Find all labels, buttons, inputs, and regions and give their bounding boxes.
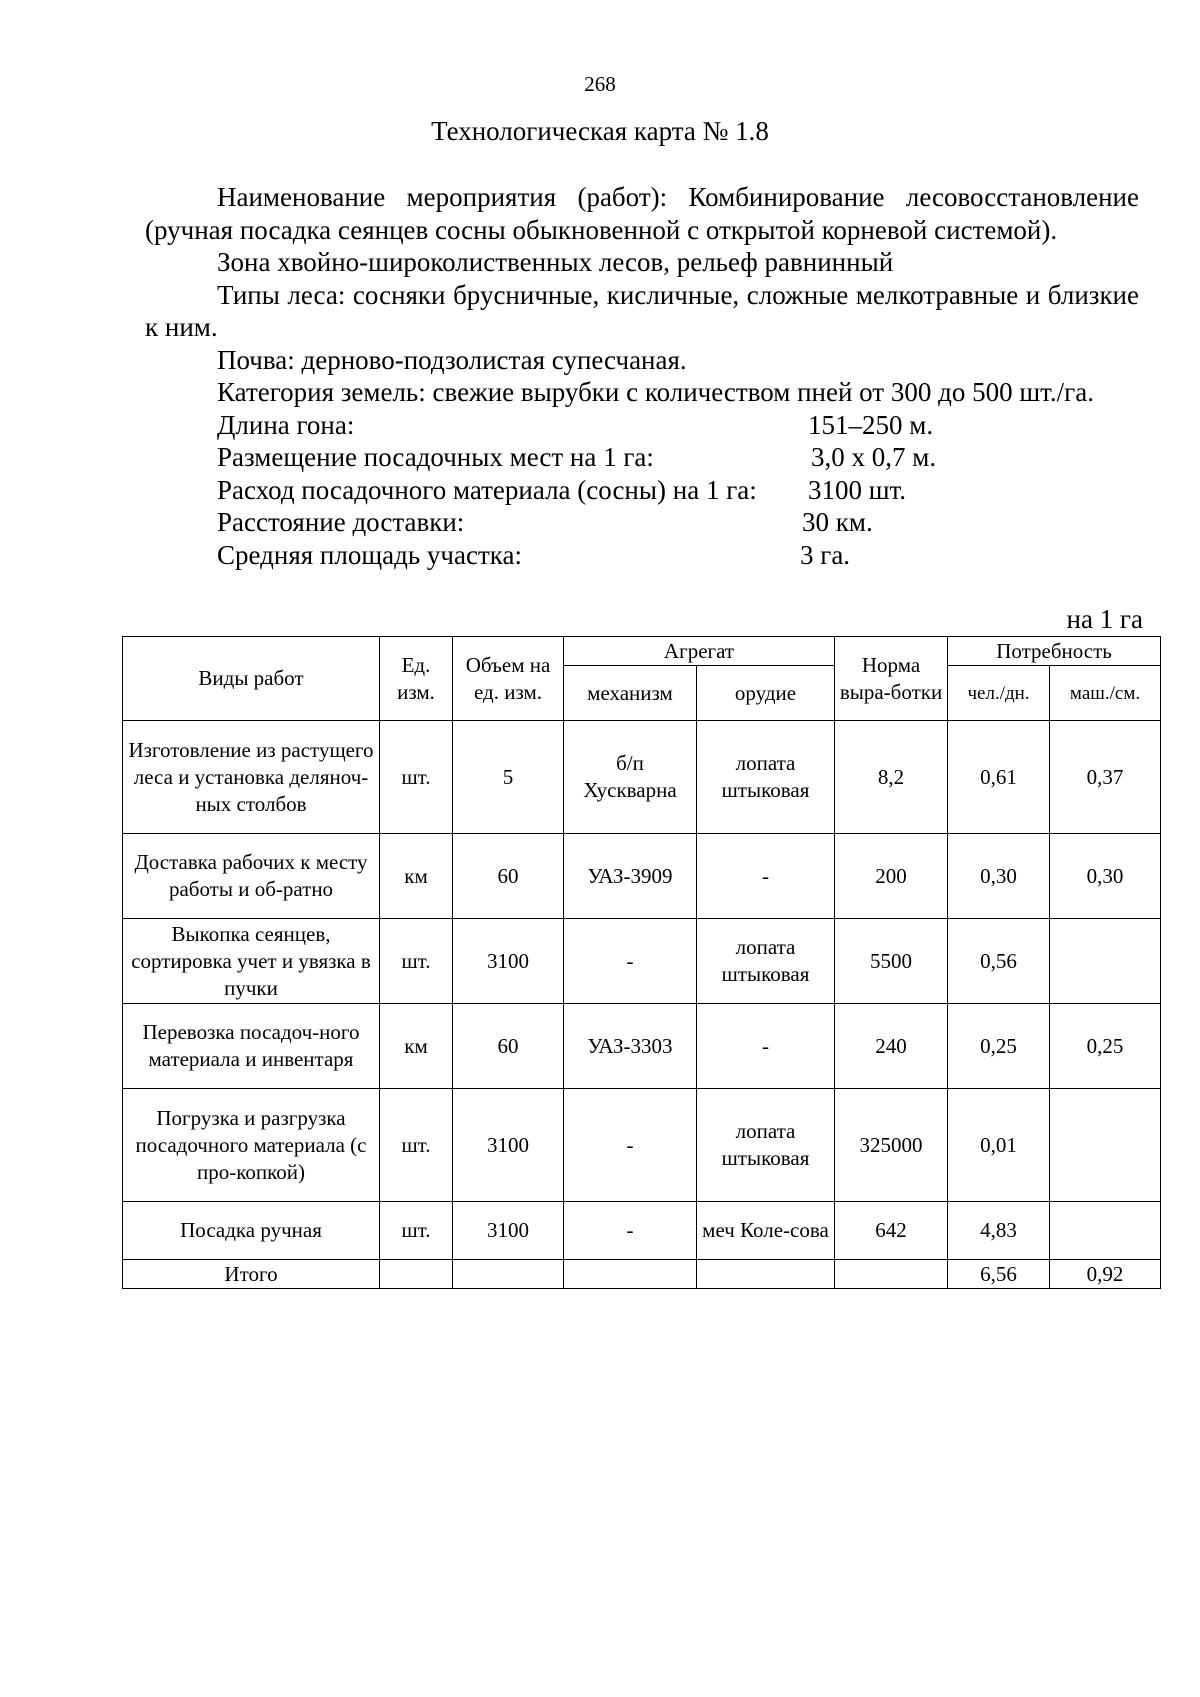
cell-tool: лопата штыковая [697, 721, 835, 834]
paragraph-soil: Почва: дерново-подзолистая супесчаная. [217, 344, 687, 375]
header-work: Виды работ [123, 637, 380, 721]
param-value: 30 км. [802, 507, 873, 537]
cell-norm: 5500 [835, 919, 948, 1004]
cell-norm: 8,2 [835, 721, 948, 834]
cell-tool: - [697, 1004, 835, 1089]
cell-norm: 642 [835, 1202, 948, 1260]
table-row [123, 1202, 1161, 1260]
cell-person-days: 0,01 [948, 1089, 1050, 1202]
cell-empty [697, 1260, 835, 1289]
cell-machine-shifts: 0,37 [1050, 721, 1161, 834]
param-material-consumption [145, 474, 1139, 507]
header-need: Потребность [948, 637, 1161, 666]
header-tool: орудие [697, 666, 835, 721]
table-row [123, 834, 1161, 919]
param-value: 3100 шт. [808, 474, 907, 505]
cell-empty [453, 1260, 564, 1289]
param-planting-spacing [145, 441, 1139, 474]
cell-mechanism: - [564, 919, 697, 1004]
per-unit-note: на 1 га [1066, 604, 1143, 634]
works-table [122, 636, 1161, 1289]
cell-person-days: 0,30 [948, 834, 1050, 919]
cell-volume: 3100 [453, 1202, 564, 1260]
param-value: 3,0 х 0,7 м. [811, 442, 937, 472]
cell-unit: шт. [380, 1202, 453, 1260]
cell-unit: шт. [380, 1089, 453, 1202]
cell-work: Посадка ручная [123, 1202, 380, 1260]
cell-unit: км [380, 1004, 453, 1089]
cell-mechanism: УАЗ-3909 [564, 834, 697, 919]
param-label: Размещение посадочных мест на 1 га: [217, 442, 654, 472]
cell-tool: лопата штыковая [697, 919, 835, 1004]
cell-person-days: 0,25 [948, 1004, 1050, 1089]
cell-work: Выкопка сеянцев, сортировка учет и увязка в пучки [123, 919, 380, 1004]
cell-volume: 3100 [453, 1089, 564, 1202]
cell-mechanism: - [564, 1202, 697, 1260]
param-label: Длина гона: [217, 409, 355, 440]
cell-tool: меч Коле-сова [697, 1202, 835, 1260]
param-label: Расстояние доставки: [217, 507, 465, 537]
cell-machine-shifts: 0,30 [1050, 834, 1161, 919]
cell-empty [380, 1260, 453, 1289]
cell-person-days: 0,61 [948, 721, 1050, 834]
param-label: Расход посадочного материала (сосны) на 1 га: [217, 474, 757, 505]
header-mechanism: механизм [564, 666, 697, 721]
cell-work: Перевозка посадоч-ного материала и инвентаря [123, 1004, 380, 1089]
cell-machine-shifts [1050, 919, 1161, 1004]
cell-mechanism: - [564, 1089, 697, 1202]
cell-person-days: 0,56 [948, 919, 1050, 1004]
cell-work: Изготовление из растущего леса и установка деляноч-ных столбов [123, 721, 380, 834]
cell-total-machine-shifts: 0,92 [1050, 1260, 1161, 1289]
header-machine-shifts: маш./см. [1050, 666, 1161, 721]
cell-norm: 200 [835, 834, 948, 919]
cell-volume: 5 [453, 721, 564, 834]
cell-total-person-days: 6,56 [948, 1260, 1050, 1289]
table-row [123, 919, 1161, 1004]
cell-unit: км [380, 834, 453, 919]
cell-unit: шт. [380, 919, 453, 1004]
cell-machine-shifts [1050, 1089, 1161, 1202]
total-row [123, 1260, 1161, 1289]
table-row [123, 1089, 1161, 1202]
cell-machine-shifts: 0,25 [1050, 1004, 1161, 1089]
header-volume: Объем на ед. изм. [453, 637, 564, 721]
header-unit: Ед. изм. [380, 637, 453, 721]
page-number: 268 [584, 72, 616, 96]
cell-norm: 325000 [835, 1089, 948, 1202]
cell-person-days: 4,83 [948, 1202, 1050, 1260]
param-run-length [145, 409, 1139, 442]
cell-empty [835, 1260, 948, 1289]
paragraph-land-category: Категория земель: свежие вырубки с количеством пней от 300 до 500 шт./га. [217, 377, 1094, 407]
param-average-area [145, 539, 1139, 572]
cell-volume: 60 [453, 1004, 564, 1089]
cell-work: Погрузка и разгрузка посадочного материала (с про-копкой) [123, 1089, 380, 1202]
paragraph-forest-types: Типы леса: сосняки брусничные, кисличные, сложные мелкотравные и близкие к ним. [145, 279, 1139, 342]
cell-volume: 60 [453, 834, 564, 919]
paragraph-activity: Наименование мероприятия (работ): Комбинирование лесовосстановление (ручная посадка сеянцев сосны обыкновенной с открытой корневой системой). [145, 182, 1139, 245]
table-row [123, 1004, 1161, 1089]
page-title: Технологическая карта № 1.8 [431, 116, 769, 146]
param-value: 151–250 м. [808, 409, 934, 440]
param-label: Средняя площадь участка: [217, 539, 522, 570]
cell-total-label: Итого [123, 1260, 380, 1289]
cell-unit: шт. [380, 721, 453, 834]
cell-tool: - [697, 834, 835, 919]
header-person-days: чел./дн. [948, 666, 1050, 721]
param-value: 3 га. [800, 539, 851, 570]
cell-mechanism: УАЗ-3303 [564, 1004, 697, 1089]
param-delivery-distance [145, 506, 1139, 539]
cell-volume: 3100 [453, 919, 564, 1004]
cell-tool: лопата штыковая [697, 1089, 835, 1202]
header-norm: Норма выра-ботки [835, 637, 948, 721]
cell-mechanism: б/п Хускварна [564, 721, 697, 834]
cell-machine-shifts [1050, 1202, 1161, 1260]
header-aggregate: Агрегат [564, 637, 835, 666]
table-row [123, 721, 1161, 834]
cell-norm: 240 [835, 1004, 948, 1089]
cell-work: Доставка рабочих к месту работы и об-ратно [123, 834, 380, 919]
cell-empty [564, 1260, 697, 1289]
paragraph-zone: Зона хвойно-широколиственных лесов, рельеф равнинный [217, 247, 894, 277]
intro-block [145, 181, 1139, 571]
